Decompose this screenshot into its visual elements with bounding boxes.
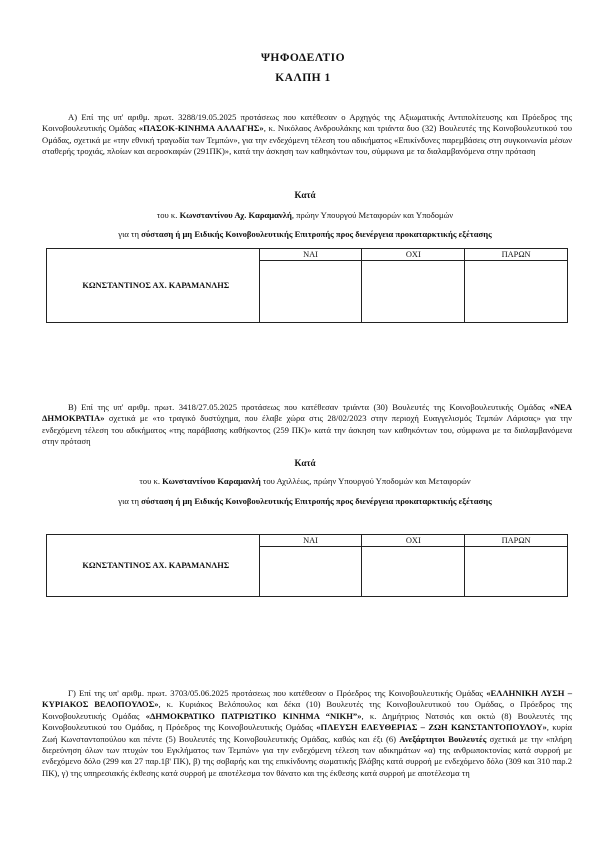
col-no-header: ΟΧΙ [362, 535, 465, 547]
col-yes-header: ΝΑΙ [259, 535, 362, 547]
vote-present-box[interactable] [465, 547, 568, 597]
section-a-person-post: , πρώην Υπουργού Μεταφορών και Υποδομών [291, 210, 454, 220]
candidate-name-cell: ΚΩΝΣΤΑΝΤΙΝΟΣ ΑΧ. ΚΑΡΑΜΑΝΛΗΣ [47, 535, 260, 597]
section-b-paragraph [42, 402, 572, 448]
section-a-text-2: , κ. Νικόλαος Ανδρουλάκης και τριάντα δυο (32) Βουλευτές της Κοινοβουλευτικού του Ομάδας, σχετικά με «την εθνική τραγωδία των Τεμπών», για την ενδεχόμενη τέλεση του αδικήματος «Επικίνδυνες παρεμβάσεις στη συγκοινωνία μέσων σταθερής τροχιάς, πλοίων και αεροσκαφών (291ΠΚ)», κατά την άσκηση των καθηκόντων του, σύμφωνα με τα διαλαμβανόμενα στην πρόταση [42, 123, 573, 157]
section-a-kata: Κατά [294, 190, 316, 200]
col-yes-header: ΝΑΙ [259, 249, 362, 261]
section-b-person-name: Κωνσταντίνου Καραμανλή [162, 476, 261, 486]
vote-yes-box[interactable] [259, 547, 362, 597]
vote-no-box[interactable] [362, 547, 465, 597]
section-c-independents: Ανεξάρτητοι Βουλευτές [399, 733, 487, 744]
section-b-text-1: Β) Επί της υπ' αριθμ. πρωτ. 3418/27.05.2025 προτάσεως που κατέθεσαν τριάντα (30) Βουλευτές της Κοινοβουλευτικής Ομάδας [68, 402, 550, 412]
section-b-party: «ΝΕΑ ΔΗΜΟΚΡΑΤΙΑ» [42, 402, 572, 424]
section-b-purpose [40, 496, 570, 506]
section-b-person-pre: του κ. [139, 476, 163, 486]
vote-no-box[interactable] [362, 261, 465, 323]
section-c-party-1: «ΕΛΛΗΝΙΚΗ ΛΥΣΗ – ΚΥΡΙΑΚΟΣ ΒΕΛΟΠΟΥΛΟΣ» [42, 688, 572, 710]
section-b-text-2: σχετικά με «το τραγικό δυστύχημα, που έλαβε χώρα στις 28/02/2023 στην περιοχή Ευαγγελισμός Τεμπών Λάρισας» για την ενδεχόμενη τέλεση του αδικήματος «της παράβασης καθήκοντος (259 ΠΚ)» κατά την άσκηση των καθηκόντων του, σύμφωνα με τα διαλαμβανόμενα στην πρόταση [42, 413, 572, 447]
section-a-person-name: Κωνσταντίνου Αχ. Καραμανλή [179, 210, 292, 220]
section-c-text-5: σχετικά με την «πλήρη διερεύνηση όλων των πτυχών του Εγκλήματος των Τεμπών» για την ενδεχόμενη τέλεση των αδικημάτων «α) της ανθρωποκτονίας κατά συρροή με ενδεχόμενο δόλο (299 και 27 παρ.1β' ΠΚ), β) της σοβαρής και της επικίνδυνης σωματικής βλάβης κατά συρροή με ενδεχόμενο δόλο (309 και 310 παρ.2 ΠΚ), γ) της υπηρεσιακής έκθεσης κατά συρροή με αποτέλεσμα τον θάνατο και της έκθεσης κατά συρροή με αποτέλεσμα τη [42, 733, 572, 778]
section-a-purpose [40, 229, 570, 239]
section-a-text-1: Α) Επί της υπ' αριθμ. πρωτ. 3288/19.05.2025 προτάσεως που κατέθεσαν ο Αρχηγός της Αξιωματικής Αντιπολίτευσης και Πρόεδρος της Κοινοβουλευτικής Ομάδας [42, 112, 572, 134]
section-c-text-2: , κ. Κυριάκος Βελόπουλος και δέκα (10) Βουλευτές της Κοινοβουλευτικού του Ομάδας, ο Πρόεδρος της Κοινοβουλευτικής Ομάδας [42, 699, 572, 721]
section-c-party-2: «ΔΗΜΟΚΡΑΤΙΚΟ ΠΑΤΡΙΩΤΙΚΟ ΚΙΝΗΜΑ “ΝΙΚΗ”» [145, 710, 362, 721]
candidate-name-cell: ΚΩΝΣΤΑΝΤΙΝΟΣ ΑΧ. ΚΑΡΑΜΑΝΛΗΣ [47, 249, 260, 323]
section-b-vote-table [46, 534, 568, 597]
vote-table-header [47, 535, 568, 547]
section-a-person-pre: του κ. [156, 210, 180, 220]
section-a-vote-table [46, 248, 568, 323]
section-b-person [40, 476, 570, 486]
section-c-text-4: , κυρία Ζωή Κωνσταντοπούλου και πέντε (5) Βουλευτές της Κοινοβουλευτικής Ομάδας, καθώς και έξι (6) [42, 722, 572, 744]
vote-yes-box[interactable] [259, 261, 362, 323]
section-c-paragraph [42, 688, 572, 779]
ballot-title: ΨΗΦΟΔΕΛΤΙΟ [260, 52, 346, 64]
section-a-person [40, 210, 570, 220]
section-b-person-post: του Αχιλλέως, πρώην Υπουργού Υποδομών και Μεταφορών [260, 476, 471, 486]
vote-present-box[interactable] [465, 261, 568, 323]
section-b-kata: Κατά [294, 458, 316, 468]
section-a-purpose-pre: για τη [118, 229, 142, 239]
section-a-paragraph [42, 112, 572, 158]
vote-table-header [47, 249, 568, 261]
section-c-party-3: «ΠΛΕΥΣΗ ΕΛΕΥΘΕΡΙΑΣ – ΖΩΗ ΚΩΝΣΤΑΝΤΟΠΟΥΛΟΥ» [316, 722, 547, 733]
section-a-party: «ΠΑΣΟΚ-ΚΙΝΗΜΑ ΑΛΛΑΓΗΣ» [138, 123, 264, 134]
section-a-purpose-bold: σύσταση ή μη Ειδικής Κοινοβουλευτικής Επιτροπής προς διενέργεια προκαταρκτικής εξέτασης [141, 229, 492, 239]
col-no-header: ΟΧΙ [362, 249, 465, 261]
col-present-header: ΠΑΡΩΝ [465, 249, 568, 261]
col-present-header: ΠΑΡΩΝ [465, 535, 568, 547]
section-b-purpose-bold: σύσταση ή μη Ειδικής Κοινοβουλευτικής Επιτροπής προς διενέργεια προκαταρκτικής εξέτασης [141, 496, 492, 506]
section-c-text-3: , κ. Δημήτριος Νατσιός και οκτώ (8) Βουλευτές της Κοινοβουλευτικού του Ομάδας, η Πρόεδρος της Κοινοβουλευτικής Ομάδας [42, 710, 573, 733]
section-b-purpose-pre: για τη [118, 496, 142, 506]
ballot-box-label: ΚΑΛΠΗ 1 [275, 72, 331, 84]
section-c-text-1: Γ) Επί της υπ' αριθμ. πρωτ. 3703/05.06.2025 προτάσεως που κατέθεσαν ο Πρόεδρος της Κοινοβουλευτικής Ομάδας [68, 688, 487, 698]
